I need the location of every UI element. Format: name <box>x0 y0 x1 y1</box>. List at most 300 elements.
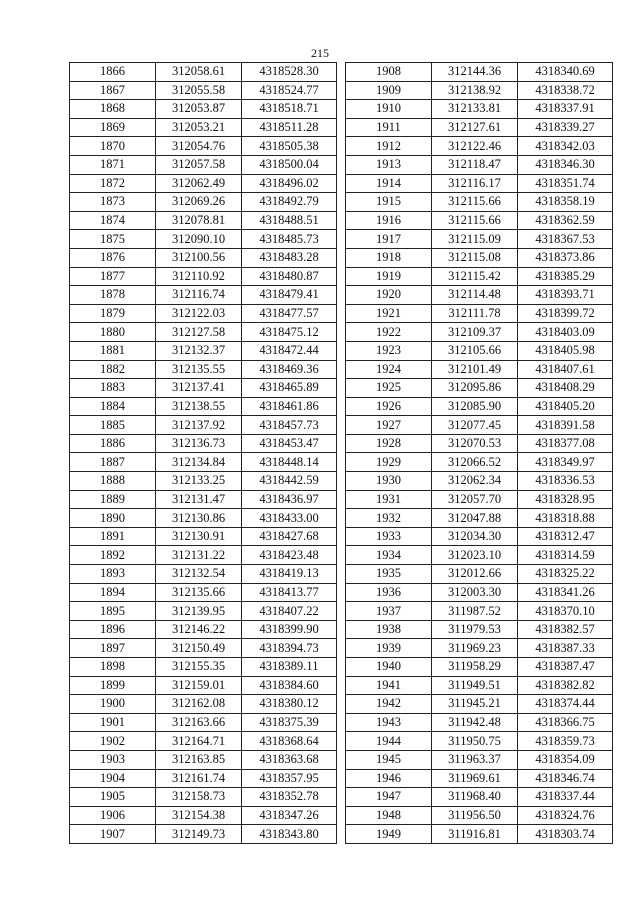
point-number-cell: 1946 <box>346 769 432 788</box>
table-row <box>70 434 337 453</box>
y-coordinate-cell: 4318373.86 <box>518 248 613 267</box>
y-coordinate-cell: 4318362.59 <box>518 211 613 230</box>
point-number-cell: 1909 <box>346 81 432 100</box>
point-number-cell: 1948 <box>346 806 432 825</box>
x-coordinate-cell: 312077.45 <box>432 416 518 435</box>
table-row <box>70 286 337 305</box>
y-coordinate-cell: 4318347.26 <box>242 806 337 825</box>
x-coordinate-cell: 312034.30 <box>432 527 518 546</box>
point-number-cell: 1866 <box>70 63 156 82</box>
y-coordinate-cell: 4318394.73 <box>242 639 337 658</box>
point-number-cell: 1882 <box>70 360 156 379</box>
y-coordinate-cell: 4318423.48 <box>242 546 337 565</box>
y-coordinate-cell: 4318413.77 <box>242 583 337 602</box>
x-coordinate-cell: 311949.51 <box>432 676 518 695</box>
y-coordinate-cell: 4318342.03 <box>518 137 613 156</box>
coordinates-table-left <box>69 62 337 844</box>
x-coordinate-cell: 312137.92 <box>156 416 242 435</box>
point-number-cell: 1871 <box>70 155 156 174</box>
point-number-cell: 1903 <box>70 750 156 769</box>
point-number-cell: 1935 <box>346 565 432 584</box>
y-coordinate-cell: 4318461.86 <box>242 397 337 416</box>
y-coordinate-cell: 4318479.41 <box>242 286 337 305</box>
table-row <box>346 100 613 119</box>
x-coordinate-cell: 312135.55 <box>156 360 242 379</box>
table-row <box>346 509 613 528</box>
point-number-cell: 1923 <box>346 341 432 360</box>
x-coordinate-cell: 311942.48 <box>432 713 518 732</box>
y-coordinate-cell: 4318436.97 <box>242 490 337 509</box>
table-row <box>70 658 337 677</box>
x-coordinate-cell: 312138.92 <box>432 81 518 100</box>
page-number: 215 <box>311 46 329 60</box>
table-row <box>346 397 613 416</box>
point-number-cell: 1918 <box>346 248 432 267</box>
y-coordinate-cell: 4318351.74 <box>518 174 613 193</box>
table-row <box>346 211 613 230</box>
table-row <box>70 602 337 621</box>
y-coordinate-cell: 4318325.22 <box>518 565 613 584</box>
table-row <box>346 788 613 807</box>
table-row <box>346 230 613 249</box>
y-coordinate-cell: 4318387.33 <box>518 639 613 658</box>
table-row <box>346 193 613 212</box>
point-number-cell: 1895 <box>70 602 156 621</box>
y-coordinate-cell: 4318382.82 <box>518 676 613 695</box>
table-row <box>70 732 337 751</box>
table-row <box>346 81 613 100</box>
y-coordinate-cell: 4318352.78 <box>242 788 337 807</box>
y-coordinate-cell: 4318370.10 <box>518 602 613 621</box>
table-row <box>346 750 613 769</box>
point-number-cell: 1939 <box>346 639 432 658</box>
x-coordinate-cell: 312130.86 <box>156 509 242 528</box>
y-coordinate-cell: 4318427.68 <box>242 527 337 546</box>
x-coordinate-cell: 312122.46 <box>432 137 518 156</box>
point-number-cell: 1885 <box>70 416 156 435</box>
point-number-cell: 1876 <box>70 248 156 267</box>
y-coordinate-cell: 4318496.02 <box>242 174 337 193</box>
y-coordinate-cell: 4318328.95 <box>518 490 613 509</box>
point-number-cell: 1945 <box>346 750 432 769</box>
point-number-cell: 1911 <box>346 118 432 137</box>
table-row <box>70 81 337 100</box>
table-row <box>70 137 337 156</box>
table-row <box>346 137 613 156</box>
y-coordinate-cell: 4318407.22 <box>242 602 337 621</box>
y-coordinate-cell: 4318377.08 <box>518 434 613 453</box>
table-row <box>346 658 613 677</box>
x-coordinate-cell: 312159.01 <box>156 676 242 695</box>
y-coordinate-cell: 4318349.97 <box>518 453 613 472</box>
point-number-cell: 1907 <box>70 825 156 844</box>
y-coordinate-cell: 4318405.98 <box>518 341 613 360</box>
table-row <box>346 639 613 658</box>
point-number-cell: 1929 <box>346 453 432 472</box>
y-coordinate-cell: 4318354.09 <box>518 750 613 769</box>
table-row <box>346 565 613 584</box>
x-coordinate-cell: 312090.10 <box>156 230 242 249</box>
x-coordinate-cell: 312058.61 <box>156 63 242 82</box>
x-coordinate-cell: 312137.41 <box>156 379 242 398</box>
y-coordinate-cell: 4318312.47 <box>518 527 613 546</box>
point-number-cell: 1901 <box>70 713 156 732</box>
point-number-cell: 1906 <box>70 806 156 825</box>
point-number-cell: 1938 <box>346 620 432 639</box>
y-coordinate-cell: 4318505.38 <box>242 137 337 156</box>
y-coordinate-cell: 4318380.12 <box>242 695 337 714</box>
table-row <box>346 174 613 193</box>
x-coordinate-cell: 312003.30 <box>432 583 518 602</box>
table-row <box>346 732 613 751</box>
x-coordinate-cell: 312150.49 <box>156 639 242 658</box>
y-coordinate-cell: 4318492.79 <box>242 193 337 212</box>
x-coordinate-cell: 312127.58 <box>156 323 242 342</box>
table-row <box>346 379 613 398</box>
point-number-cell: 1872 <box>70 174 156 193</box>
x-coordinate-cell: 312069.26 <box>156 193 242 212</box>
table-row <box>346 546 613 565</box>
y-coordinate-cell: 4318374.44 <box>518 695 613 714</box>
x-coordinate-cell: 312047.88 <box>432 509 518 528</box>
y-coordinate-cell: 4318338.72 <box>518 81 613 100</box>
point-number-cell: 1875 <box>70 230 156 249</box>
table-row <box>346 434 613 453</box>
x-coordinate-cell: 312134.84 <box>156 453 242 472</box>
table-row <box>70 620 337 639</box>
y-coordinate-cell: 4318408.29 <box>518 379 613 398</box>
table-row <box>70 565 337 584</box>
table-row <box>70 713 337 732</box>
table-row <box>70 750 337 769</box>
y-coordinate-cell: 4318389.11 <box>242 658 337 677</box>
point-number-cell: 1915 <box>346 193 432 212</box>
y-coordinate-cell: 4318475.12 <box>242 323 337 342</box>
x-coordinate-cell: 312163.66 <box>156 713 242 732</box>
x-coordinate-cell: 312101.49 <box>432 360 518 379</box>
table-row <box>346 63 613 82</box>
y-coordinate-cell: 4318387.47 <box>518 658 613 677</box>
point-number-cell: 1922 <box>346 323 432 342</box>
table-row <box>70 174 337 193</box>
y-coordinate-cell: 4318433.00 <box>242 509 337 528</box>
point-number-cell: 1890 <box>70 509 156 528</box>
point-number-cell: 1887 <box>70 453 156 472</box>
y-coordinate-cell: 4318511.28 <box>242 118 337 137</box>
point-number-cell: 1881 <box>70 341 156 360</box>
table-row <box>70 211 337 230</box>
x-coordinate-cell: 311987.52 <box>432 602 518 621</box>
table-row <box>70 155 337 174</box>
x-coordinate-cell: 312057.58 <box>156 155 242 174</box>
point-number-cell: 1897 <box>70 639 156 658</box>
table-row <box>70 341 337 360</box>
table-row <box>346 825 613 844</box>
table-row <box>70 695 337 714</box>
x-coordinate-cell: 312116.74 <box>156 286 242 305</box>
table-row <box>346 341 613 360</box>
point-number-cell: 1913 <box>346 155 432 174</box>
table-row <box>70 360 337 379</box>
x-coordinate-cell: 312115.66 <box>432 193 518 212</box>
y-coordinate-cell: 4318382.57 <box>518 620 613 639</box>
table-row <box>346 490 613 509</box>
table-row <box>346 453 613 472</box>
point-number-cell: 1949 <box>346 825 432 844</box>
y-coordinate-cell: 4318343.80 <box>242 825 337 844</box>
x-coordinate-cell: 312162.08 <box>156 695 242 714</box>
y-coordinate-cell: 4318403.09 <box>518 323 613 342</box>
y-coordinate-cell: 4318442.59 <box>242 472 337 491</box>
left-table-body <box>70 63 337 844</box>
table-row <box>70 323 337 342</box>
point-number-cell: 1934 <box>346 546 432 565</box>
x-coordinate-cell: 312057.70 <box>432 490 518 509</box>
point-number-cell: 1879 <box>70 304 156 323</box>
point-number-cell: 1910 <box>346 100 432 119</box>
x-coordinate-cell: 312053.87 <box>156 100 242 119</box>
x-coordinate-cell: 312115.42 <box>432 267 518 286</box>
x-coordinate-cell: 312085.90 <box>432 397 518 416</box>
point-number-cell: 1893 <box>70 565 156 584</box>
table-row <box>346 602 613 621</box>
y-coordinate-cell: 4318485.73 <box>242 230 337 249</box>
point-number-cell: 1942 <box>346 695 432 714</box>
point-number-cell: 1944 <box>346 732 432 751</box>
table-row <box>70 267 337 286</box>
x-coordinate-cell: 312131.47 <box>156 490 242 509</box>
x-coordinate-cell: 312116.17 <box>432 174 518 193</box>
y-coordinate-cell: 4318346.74 <box>518 769 613 788</box>
table-row <box>346 118 613 137</box>
y-coordinate-cell: 4318524.77 <box>242 81 337 100</box>
x-coordinate-cell: 312161.74 <box>156 769 242 788</box>
table-row <box>70 639 337 658</box>
x-coordinate-cell: 312130.91 <box>156 527 242 546</box>
point-number-cell: 1896 <box>70 620 156 639</box>
table-row <box>346 695 613 714</box>
x-coordinate-cell: 312114.48 <box>432 286 518 305</box>
x-coordinate-cell: 312133.81 <box>432 100 518 119</box>
point-number-cell: 1931 <box>346 490 432 509</box>
table-row <box>70 416 337 435</box>
table-row <box>346 472 613 491</box>
table-row <box>70 825 337 844</box>
x-coordinate-cell: 312115.09 <box>432 230 518 249</box>
point-number-cell: 1928 <box>346 434 432 453</box>
table-row <box>70 118 337 137</box>
x-coordinate-cell: 311950.75 <box>432 732 518 751</box>
y-coordinate-cell: 4318303.74 <box>518 825 613 844</box>
table-row <box>346 248 613 267</box>
y-coordinate-cell: 4318346.30 <box>518 155 613 174</box>
x-coordinate-cell: 311969.23 <box>432 639 518 658</box>
x-coordinate-cell: 311956.50 <box>432 806 518 825</box>
table-row <box>70 490 337 509</box>
point-number-cell: 1898 <box>70 658 156 677</box>
y-coordinate-cell: 4318500.04 <box>242 155 337 174</box>
x-coordinate-cell: 312066.52 <box>432 453 518 472</box>
y-coordinate-cell: 4318457.73 <box>242 416 337 435</box>
table-row <box>70 193 337 212</box>
x-coordinate-cell: 312095.86 <box>432 379 518 398</box>
table-row <box>70 676 337 695</box>
point-number-cell: 1920 <box>346 286 432 305</box>
x-coordinate-cell: 312062.49 <box>156 174 242 193</box>
x-coordinate-cell: 312158.73 <box>156 788 242 807</box>
y-coordinate-cell: 4318359.73 <box>518 732 613 751</box>
table-row <box>70 769 337 788</box>
point-number-cell: 1878 <box>70 286 156 305</box>
point-number-cell: 1867 <box>70 81 156 100</box>
table-row <box>346 527 613 546</box>
table-row <box>70 248 337 267</box>
x-coordinate-cell: 312136.73 <box>156 434 242 453</box>
x-coordinate-cell: 312135.66 <box>156 583 242 602</box>
y-coordinate-cell: 4318480.87 <box>242 267 337 286</box>
x-coordinate-cell: 312163.85 <box>156 750 242 769</box>
x-coordinate-cell: 311945.21 <box>432 695 518 714</box>
point-number-cell: 1877 <box>70 267 156 286</box>
y-coordinate-cell: 4318477.57 <box>242 304 337 323</box>
table-row <box>346 713 613 732</box>
y-coordinate-cell: 4318340.69 <box>518 63 613 82</box>
table-row <box>70 100 337 119</box>
x-coordinate-cell: 312012.66 <box>432 565 518 584</box>
point-number-cell: 1894 <box>70 583 156 602</box>
y-coordinate-cell: 4318314.59 <box>518 546 613 565</box>
y-coordinate-cell: 4318358.19 <box>518 193 613 212</box>
x-coordinate-cell: 312138.55 <box>156 397 242 416</box>
y-coordinate-cell: 4318399.90 <box>242 620 337 639</box>
point-number-cell: 1870 <box>70 137 156 156</box>
x-coordinate-cell: 312164.71 <box>156 732 242 751</box>
point-number-cell: 1908 <box>346 63 432 82</box>
x-coordinate-cell: 312054.76 <box>156 137 242 156</box>
x-coordinate-cell: 312127.61 <box>432 118 518 137</box>
point-number-cell: 1936 <box>346 583 432 602</box>
table-row <box>70 806 337 825</box>
x-coordinate-cell: 311979.53 <box>432 620 518 639</box>
x-coordinate-cell: 312122.03 <box>156 304 242 323</box>
y-coordinate-cell: 4318363.68 <box>242 750 337 769</box>
y-coordinate-cell: 4318488.51 <box>242 211 337 230</box>
x-coordinate-cell: 312133.25 <box>156 472 242 491</box>
table-row <box>70 546 337 565</box>
table-row <box>70 788 337 807</box>
y-coordinate-cell: 4318407.61 <box>518 360 613 379</box>
x-coordinate-cell: 312132.37 <box>156 341 242 360</box>
x-coordinate-cell: 311958.29 <box>432 658 518 677</box>
y-coordinate-cell: 4318472.44 <box>242 341 337 360</box>
y-coordinate-cell: 4318469.36 <box>242 360 337 379</box>
y-coordinate-cell: 4318393.71 <box>518 286 613 305</box>
x-coordinate-cell: 311963.37 <box>432 750 518 769</box>
table-row <box>346 304 613 323</box>
x-coordinate-cell: 312115.08 <box>432 248 518 267</box>
point-number-cell: 1883 <box>70 379 156 398</box>
point-number-cell: 1869 <box>70 118 156 137</box>
x-coordinate-cell: 312139.95 <box>156 602 242 621</box>
table-row <box>70 509 337 528</box>
point-number-cell: 1892 <box>70 546 156 565</box>
table-row <box>346 416 613 435</box>
point-number-cell: 1886 <box>70 434 156 453</box>
table-row <box>70 527 337 546</box>
table-row <box>70 230 337 249</box>
y-coordinate-cell: 4318385.29 <box>518 267 613 286</box>
y-coordinate-cell: 4318483.28 <box>242 248 337 267</box>
y-coordinate-cell: 4318405.20 <box>518 397 613 416</box>
point-number-cell: 1940 <box>346 658 432 677</box>
table-row <box>70 379 337 398</box>
x-coordinate-cell: 311916.81 <box>432 825 518 844</box>
table-row <box>70 63 337 82</box>
point-number-cell: 1904 <box>70 769 156 788</box>
point-number-cell: 1891 <box>70 527 156 546</box>
table-row <box>346 806 613 825</box>
y-coordinate-cell: 4318367.53 <box>518 230 613 249</box>
y-coordinate-cell: 4318337.44 <box>518 788 613 807</box>
point-number-cell: 1943 <box>346 713 432 732</box>
x-coordinate-cell: 312062.34 <box>432 472 518 491</box>
point-number-cell: 1937 <box>346 602 432 621</box>
x-coordinate-cell: 312118.47 <box>432 155 518 174</box>
table-row <box>346 620 613 639</box>
y-coordinate-cell: 4318318.88 <box>518 509 613 528</box>
x-coordinate-cell: 312110.92 <box>156 267 242 286</box>
point-number-cell: 1900 <box>70 695 156 714</box>
y-coordinate-cell: 4318528.30 <box>242 63 337 82</box>
point-number-cell: 1880 <box>70 323 156 342</box>
x-coordinate-cell: 312078.81 <box>156 211 242 230</box>
x-coordinate-cell: 312100.56 <box>156 248 242 267</box>
y-coordinate-cell: 4318324.76 <box>518 806 613 825</box>
point-number-cell: 1868 <box>70 100 156 119</box>
point-number-cell: 1919 <box>346 267 432 286</box>
table-row <box>346 360 613 379</box>
y-coordinate-cell: 4318384.60 <box>242 676 337 695</box>
y-coordinate-cell: 4318448.14 <box>242 453 337 472</box>
point-number-cell: 1921 <box>346 304 432 323</box>
table-row <box>346 676 613 695</box>
point-number-cell: 1899 <box>70 676 156 695</box>
table-row <box>70 453 337 472</box>
x-coordinate-cell: 312132.54 <box>156 565 242 584</box>
x-coordinate-cell: 312146.22 <box>156 620 242 639</box>
point-number-cell: 1947 <box>346 788 432 807</box>
table-row <box>346 583 613 602</box>
point-number-cell: 1873 <box>70 193 156 212</box>
point-number-cell: 1914 <box>346 174 432 193</box>
point-number-cell: 1889 <box>70 490 156 509</box>
point-number-cell: 1902 <box>70 732 156 751</box>
y-coordinate-cell: 4318357.95 <box>242 769 337 788</box>
x-coordinate-cell: 312149.73 <box>156 825 242 844</box>
table-row <box>70 583 337 602</box>
point-number-cell: 1916 <box>346 211 432 230</box>
x-coordinate-cell: 312105.66 <box>432 341 518 360</box>
y-coordinate-cell: 4318366.75 <box>518 713 613 732</box>
table-row <box>70 304 337 323</box>
point-number-cell: 1927 <box>346 416 432 435</box>
y-coordinate-cell: 4318336.53 <box>518 472 613 491</box>
x-coordinate-cell: 312055.58 <box>156 81 242 100</box>
x-coordinate-cell: 312023.10 <box>432 546 518 565</box>
coordinates-table-right <box>345 62 613 844</box>
point-number-cell: 1930 <box>346 472 432 491</box>
x-coordinate-cell: 311969.61 <box>432 769 518 788</box>
